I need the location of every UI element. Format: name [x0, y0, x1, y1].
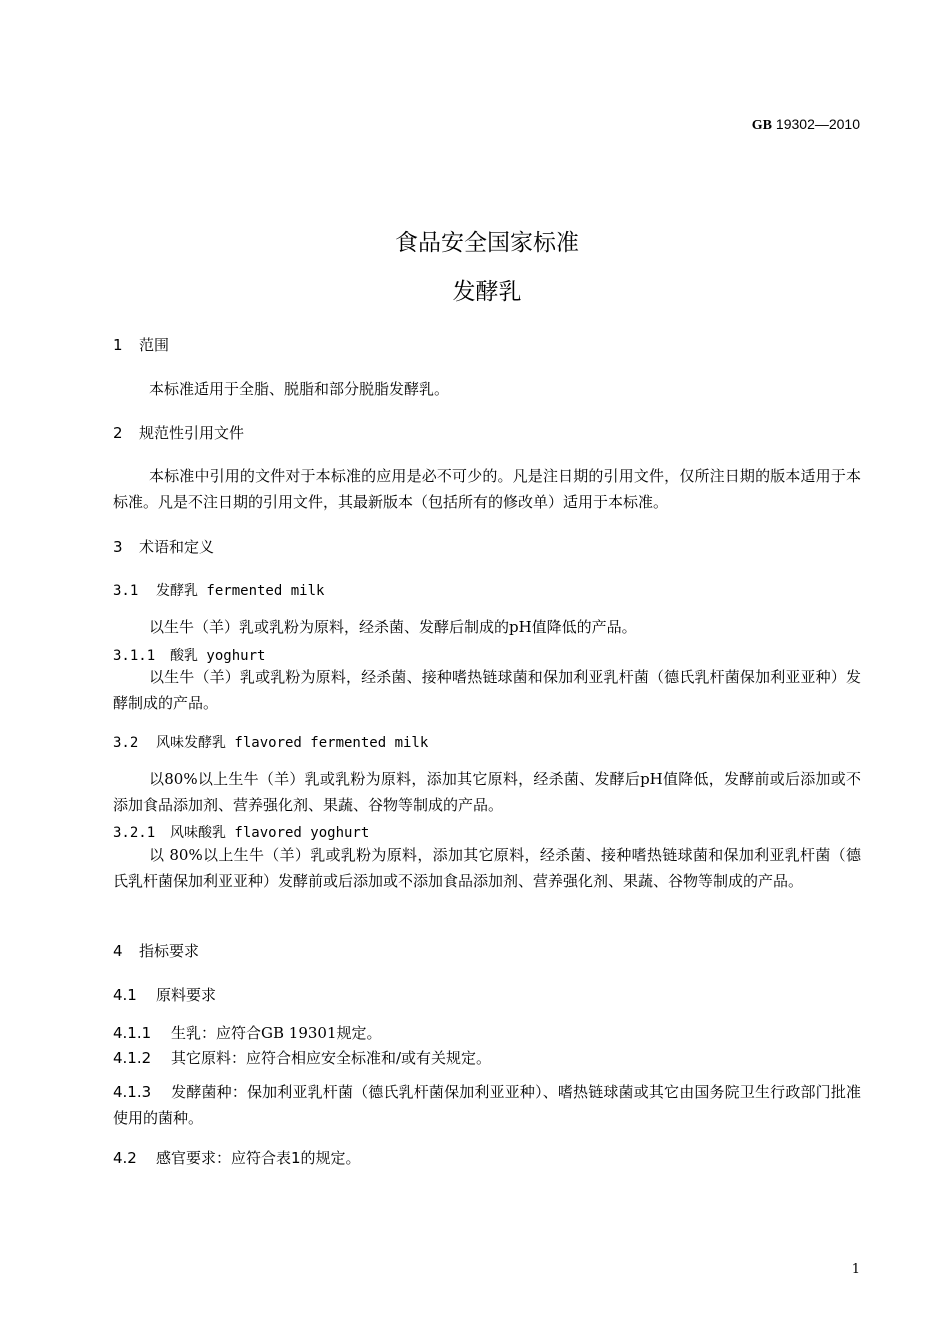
- standard-prefix: GB: [751, 118, 773, 133]
- subsection-heading-4-1: [113, 984, 216, 1005]
- section-3-2-paragraph: 以80%以上生牛（羊）乳或乳粉为原料，添加其它原料，经杀菌、发酵后pH值降低，发酵前或后添加或不添加食品添加剂、营养强化剂、果蔬、谷物等制成的产品。: [113, 770, 861, 814]
- section-number: 4: [113, 942, 123, 960]
- clause-4-2: [113, 1147, 361, 1168]
- section-title: 风味发酵乳 flavored fermented milk: [156, 735, 429, 751]
- section-number: 3.2.1: [113, 825, 156, 841]
- section-number: 4.1.1: [113, 1024, 152, 1042]
- section-number: 3.1: [113, 583, 139, 599]
- document-title: 食品安全国家标准: [395, 230, 579, 256]
- section-number: 4.1.2: [113, 1049, 152, 1067]
- section-heading-2: [113, 422, 244, 443]
- section-heading-4: [113, 940, 199, 961]
- section-heading-3: [113, 536, 214, 557]
- subsection-heading-3-1: [113, 580, 324, 600]
- section-title: 规范性引用文件: [139, 424, 245, 442]
- clause-4-1-1: [113, 1022, 382, 1043]
- section-number: 3.1.1: [113, 648, 156, 664]
- clause-4-1-3: [113, 1079, 861, 1131]
- section-number: 3: [113, 538, 123, 556]
- section-3-1-1-paragraph: 以生牛（羊）乳或乳粉为原料，经杀菌、接种嗜热链球菌和保加利亚乳杆菌（德氏乳杆菌保加利亚亚种）发酵制成的产品。: [113, 668, 861, 712]
- subsection-heading-3-1-1: [113, 645, 265, 665]
- section-number: 1: [113, 336, 123, 354]
- section-title: 范围: [139, 336, 170, 354]
- section-number: 4.1: [113, 986, 137, 1004]
- section-number: 3.2: [113, 735, 139, 751]
- section-heading-1: [113, 334, 169, 355]
- section-title: 原料要求: [156, 986, 217, 1004]
- standard-number: 19302—2010: [775, 116, 860, 132]
- subsection-heading-3-2-1: [113, 822, 369, 842]
- clause-4-1-2: [113, 1047, 491, 1068]
- clause-text: 生乳：应符合GB 19301规定。: [171, 1024, 382, 1042]
- page-number: 1: [851, 1262, 860, 1277]
- section-title: 指标要求: [139, 942, 200, 960]
- section-number: 2: [113, 424, 123, 442]
- section-3-2-1-paragraph: 以 80%以上生牛（羊）乳或乳粉为原料，添加其它原料，经杀菌、接种嗜热链球菌和保加利亚乳杆菌（德氏乳杆菌保加利亚亚种）发酵前或后添加或不添加食品添加剂、营养强化剂、果蔬、谷物等制成的产品。: [113, 846, 861, 890]
- clause-text: 感官要求：应符合表1的规定。: [156, 1149, 361, 1167]
- section-title: 术语和定义: [139, 538, 215, 556]
- section-title: 发酵乳 fermented milk: [156, 583, 325, 599]
- document-subtitle: 发酵乳: [452, 279, 522, 305]
- section-number: 4.2: [113, 1149, 137, 1167]
- standard-code: [752, 116, 860, 134]
- section-1-paragraph: 本标准适用于全脂、脱脂和部分脱脂发酵乳。: [149, 380, 450, 398]
- subsection-heading-3-2: [113, 732, 428, 752]
- section-2-paragraph: 本标准中引用的文件对于本标准的应用是必不可少的。凡是注日期的引用文件，仅所注日期的版本适用于本标准。凡是不注日期的引用文件，其最新版本（包括所有的修改单）适用于本标准。: [113, 467, 861, 511]
- section-title: 酸乳 yoghurt: [170, 648, 266, 664]
- clause-text: 其它原料：应符合相应安全标准和/或有关规定。: [171, 1049, 492, 1067]
- clause-text: 发酵菌种：保加利亚乳杆菌（德氏乳杆菌保加利亚亚种）、嗜热链球菌或其它由国务院卫生行政部门批准使用的菌种。: [113, 1083, 861, 1127]
- section-number: 4.1.3: [113, 1083, 152, 1101]
- section-3-1-paragraph: 以生牛（羊）乳或乳粉为原料，经杀菌、发酵后制成的pH值降低的产品。: [149, 618, 637, 636]
- section-title: 风味酸乳 flavored yoghurt: [170, 825, 370, 841]
